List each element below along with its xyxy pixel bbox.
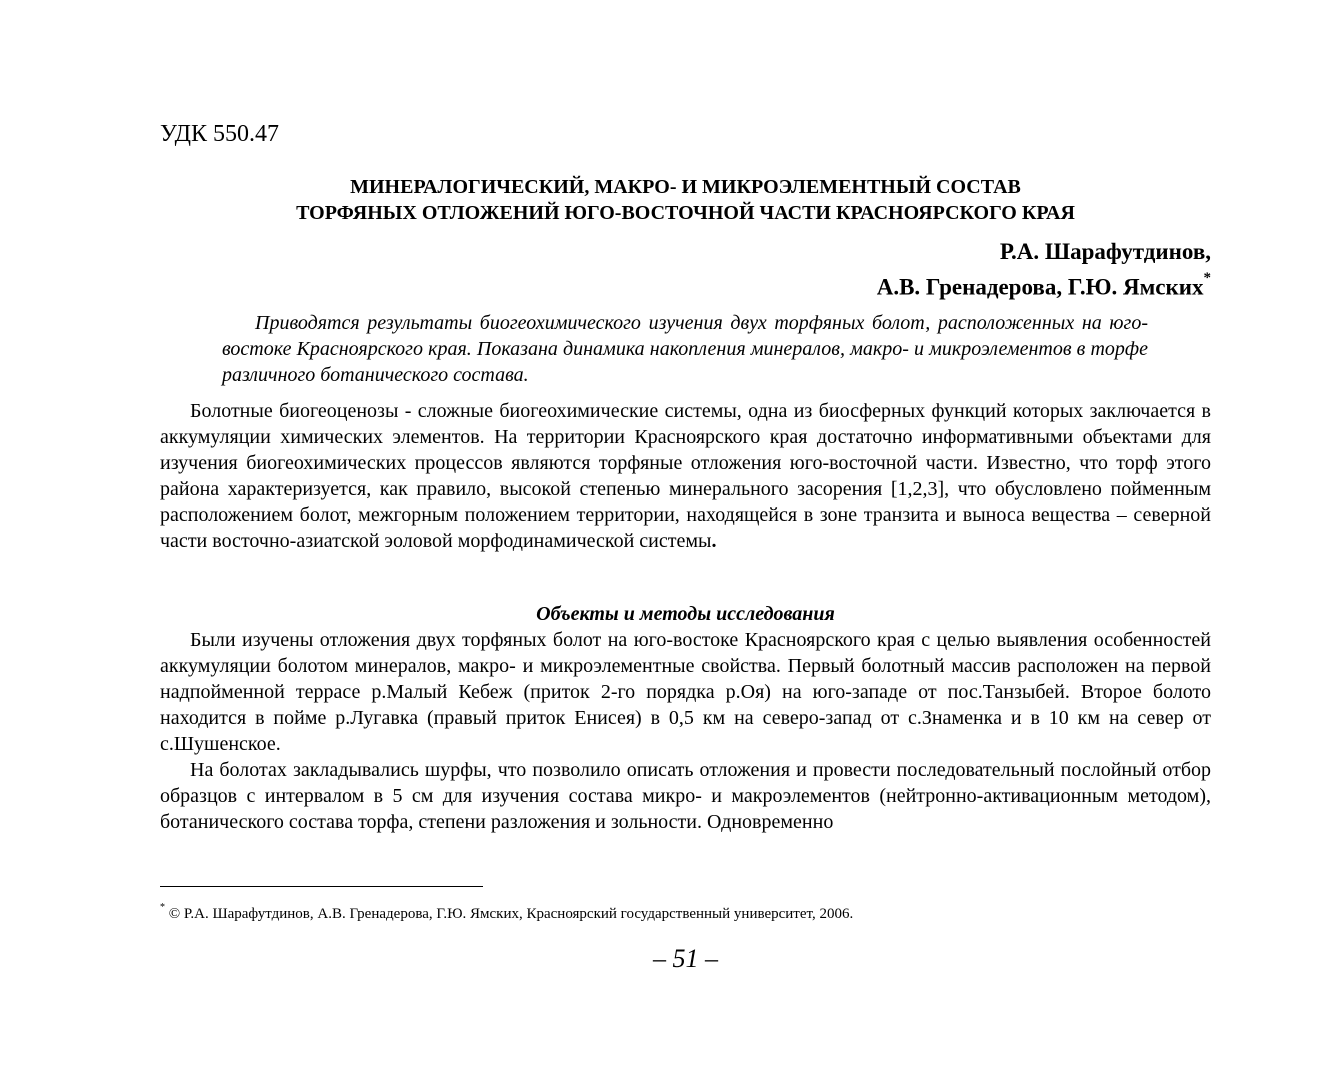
footnote-mark: * [160, 902, 165, 913]
authors-line-1: Р.А. Шарафутдинов, [999, 239, 1211, 264]
section-heading: Объекты и методы исследования [536, 603, 835, 625]
footnote-text: © Р.А. Шарафутдинов, А.В. Гренадерова, Г.Ю. Ямских, Красноярский государственный университет, 2006. [165, 906, 854, 922]
author-footnote-mark: * [1203, 270, 1211, 286]
paragraph-1-end: . [711, 530, 717, 552]
page-number: – 51 – [653, 944, 718, 973]
title-line-2: ТОРФЯНЫХ ОТЛОЖЕНИЙ ЮГО-ВОСТОЧНОЙ ЧАСТИ КРАСНОЯРСКОГО КРАЯ [296, 202, 1075, 224]
paragraph-1-text: Болотные биогеоценозы - сложные биогеохимические системы, одна из биосферных функций которых заключается в аккумуляции химических элементов. На территории Красноярского края достаточно информативными объектами для изучения биогеохимических процессов являются торфяные отложения юго-восточной части. Известно, что торф этого района характеризуется, как правило, высокой степенью минерального засорения [1,2,3], что обусловлено пойменным расположением болот, межгорным положением территории, находящейся в зоне транзита и выноса вещества – северной части восточно-азиатской эоловой морфодинамической системы [160, 400, 1211, 552]
body-paragraph-3: На болотах закладывались шурфы, что позволило описать отложения и провести последовательный послойный отбор образцов с интервалом в 5 см для изучения состава микро- и макроэлементов (нейтронно-активационным методом), ботанического состава торфа, степени разложения и зольности. Одновременно [160, 759, 1211, 833]
authors-line-2-text: А.В. Гренадерова, Г.Ю. Ямских [876, 274, 1204, 300]
article-title [160, 174, 1211, 226]
authors-line-2 [877, 267, 1211, 303]
body-paragraph-2: Были изучены отложения двух торфяных болот на юго-востоке Красноярского края с целью выявления особенностей аккумуляции болотом минералов, макро- и микроэлементные свойства. Первый болотный массив расположен на первой надпойменной террасе р.Малый Кебеж (приток 2-го порядка р.Оя) на юго-западе от пос.Танзыбей. Второе болото находится в пойме р.Лугавка (правый приток Енисея) в 0,5 км на северо-запад от с.Знаменка и в 10 км на север от с.Шушенское. [160, 629, 1211, 755]
udk-code: УДК 550.47 [160, 121, 279, 147]
footnote-divider [160, 886, 483, 887]
abstract: Приводятся результаты биогеохимического изучения двух торфяных болот, расположенных на юго-востоке Красноярского края. Показана динамика накопления минералов, макро- и микроэлементов в торфе различного ботанического состава. [222, 312, 1148, 386]
authors [877, 236, 1211, 303]
title-line-1: МИНЕРАЛОГИЧЕСКИЙ, МАКРО- И МИКРОЭЛЕМЕНТНЫЙ СОСТАВ [350, 176, 1021, 198]
body-paragraph-1 [160, 398, 1211, 554]
paper-page [160, 0, 1211, 1080]
footnote [160, 899, 853, 925]
